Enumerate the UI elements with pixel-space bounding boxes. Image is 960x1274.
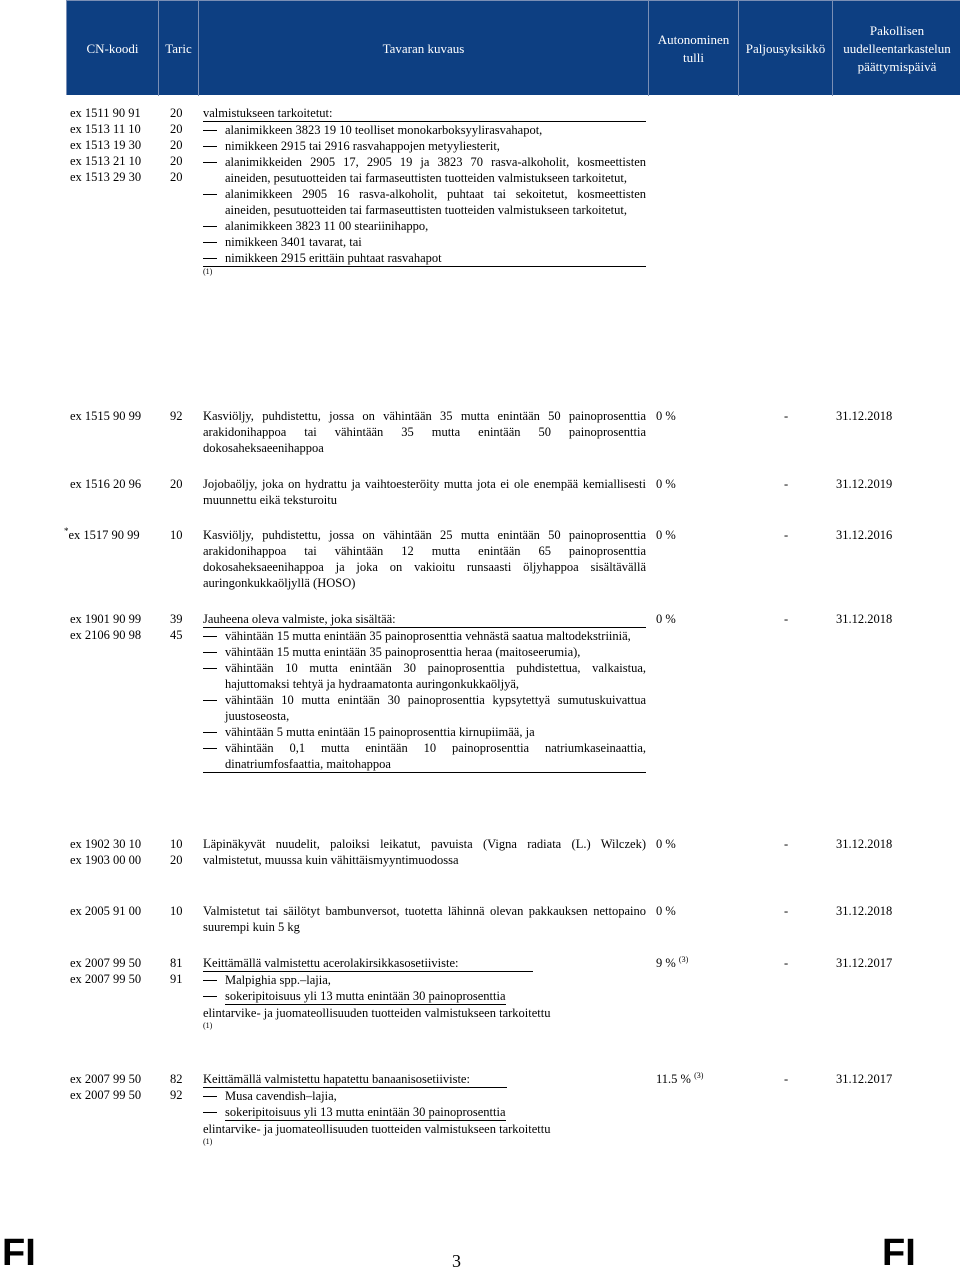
description-item: nimikkeen 2915 erittäin puhtaat rasvahapot (225, 251, 442, 265)
description-item: Malpighia spp.–lajia, (225, 973, 331, 987)
volume-unit: - (784, 477, 789, 491)
header-volume-unit: Paljousyksikkö (739, 1, 833, 96)
dash-icon (203, 1112, 217, 1113)
cn-code: ex 1903 00 00 (70, 853, 142, 867)
footnote-marker: (3) (678, 954, 689, 964)
volume-unit: - (784, 528, 789, 542)
duty-rate-cell (656, 1071, 746, 1087)
volume-unit: - (784, 1072, 789, 1086)
volume-unit: - (784, 956, 789, 970)
header-review-date: Pakollisen uudelleentarkastelun päättymispäivä (843, 22, 951, 74)
duty-rate: 0 % (656, 528, 676, 542)
taric-code: 20 (170, 106, 183, 120)
goods-description: Kasviöljy, puhdistettu, jossa on vähintään 35 mutta enintään 50 painoprosenttia arakidonihappoa tai vähintään 35 mutta enintään 50 painoprosenttia dokosaheksaeenihappoa (203, 409, 646, 455)
duty-rate: 11.5 % (656, 1072, 691, 1086)
cn-codes (70, 105, 160, 185)
description-item: vähintään 10 mutta enintään 30 painoprosenttia kypsytettyä sumutuskuivattua juustoseosta, (225, 693, 646, 723)
goods-description: Kasviöljy, puhdistettu, jossa on vähintään 25 mutta enintään 50 painoprosenttia arakidonihappoa tai vähintään 12 mutta enintään 65 painoprosenttia dokosaheksaeenihappoa ja joka on vakioitu runsaasti öljyhappoa sisältävällä auringonkukkaöljyllä (HOSO) (203, 528, 646, 590)
cn-codes (70, 1071, 160, 1103)
cn-code: ex 2106 90 98 (70, 628, 142, 642)
taric-codes (170, 1071, 195, 1103)
cn-code: ex 1513 21 10 (70, 154, 142, 168)
description-item: alanimikkeiden 2905 17, 2905 19 ja 3823 70 rasva-alkoholit, kosmeettisten aineiden, pesutuotteiden tai farmaseuttisten tuotteiden valmistukseen tarkoitetut, (225, 155, 646, 185)
goods-description (203, 105, 646, 277)
taric-code: 20 (170, 154, 183, 168)
description-item: vähintään 15 mutta enintään 35 painoprosenttia vehnästä saatua maltodekstriiniä, (225, 629, 631, 643)
amendment-star: * (64, 525, 69, 536)
description-item: vähintään 0,1 mutta enintään 10 painoprosenttia natriumkaseinaattia, dinatriumfosfaattia, maitohappoa (225, 741, 646, 771)
footnote-marker: (3) (694, 1070, 704, 1080)
review-date: 31.12.2018 (836, 612, 893, 626)
cn-code: ex 2007 99 50 (70, 1088, 142, 1102)
footnote-marker: (1) (203, 1021, 213, 1030)
taric-code: 10 (170, 904, 183, 918)
cn-code: ex 2007 99 50 (70, 1072, 142, 1086)
review-date: 31.12.2018 (836, 904, 893, 918)
description-intro: Keittämällä valmistettu hapatettu banaanisosetiiviste: (203, 1071, 507, 1088)
description-item: Musa cavendish–lajia, (225, 1089, 337, 1103)
taric-code: 92 (170, 1088, 183, 1102)
taric-code: 20 (170, 170, 183, 184)
taric-code: 10 (170, 837, 183, 851)
goods-description (203, 611, 646, 773)
taric-code: 82 (170, 1072, 183, 1086)
dash-icon (203, 130, 217, 131)
header-description: Tavaran kuvaus (199, 1, 649, 96)
cn-code: ex 1515 90 99 (70, 409, 142, 423)
dash-icon (203, 636, 217, 637)
cn-code: ex 1517 90 99 (68, 528, 140, 542)
description-intro: Jauheena oleva valmiste, joka sisältää: (203, 611, 646, 628)
cn-code: ex 1513 11 10 (70, 122, 141, 136)
cn-code: ex 1901 90 99 (70, 612, 142, 626)
description-item: sokeripitoisuus yli 13 mutta enintään 30 painoprosenttia (225, 989, 506, 1003)
description-item: vähintään 15 mutta enintään 35 painoprosenttia heraa (maitoseerumia), (225, 645, 581, 659)
dash-icon (203, 668, 217, 669)
dash-icon (203, 194, 217, 195)
taric-code: 20 (170, 477, 183, 491)
duty-rate: 0 % (656, 837, 676, 851)
description-outro: elintarvike- ja juomateollisuuden tuotteiden valmistukseen tarkoitettu (203, 1006, 551, 1020)
cn-code: ex 1511 90 91 (70, 106, 141, 120)
cn-code-cell (64, 527, 164, 543)
description-item: alanimikkeen 3823 11 00 steariinihappo, (225, 219, 429, 233)
taric-code: 45 (170, 628, 183, 642)
review-date: 31.12.2016 (836, 528, 893, 542)
cn-code: ex 1902 30 10 (70, 837, 142, 851)
duty-rate: 9 % (656, 956, 676, 970)
description-item: vähintään 5 mutta enintään 15 painoprosenttia kirnupiimää, ja (225, 725, 535, 739)
review-date: 31.12.2018 (836, 837, 893, 851)
duty-rate-cell (656, 955, 746, 971)
footer-lang-left: FI (2, 1232, 36, 1274)
cn-code: ex 1513 29 30 (70, 170, 142, 184)
taric-codes (170, 836, 195, 868)
cn-codes (70, 955, 160, 987)
dash-icon (203, 652, 217, 653)
goods-description: Läpinäkyvät nuudelit, paloiksi leikatut, pavuista (Vigna radiata (L.) Wilczek) valmistetut, muussa kuin vähittäismyyntimuodossa (203, 837, 646, 867)
volume-unit: - (784, 904, 789, 918)
header-autonomous-duty: Autonominen tulli (649, 1, 739, 96)
footnote-marker: (1) (203, 267, 213, 276)
description-item: alanimikkeen 2905 16 rasva-alkoholit, puhtaat tai sekoitetut, kosmeettisten aineiden, pesutuotteiden tai farmaseuttisten tuotteiden valmistukseen tarkoitetut, (225, 187, 646, 217)
description-item: nimikkeen 3401 tavarat, tai (225, 235, 362, 249)
dash-icon (203, 226, 217, 227)
description-item: vähintään 10 mutta enintään 30 painoprosenttia puhdistettua, valkaistua, hajuttomaksi tehtyä ja hydraamatonta auringonkukkaöljyä, (225, 661, 646, 691)
description-item: sokeripitoisuus yli 13 mutta enintään 30 painoprosenttia (225, 1105, 506, 1119)
taric-code: 20 (170, 122, 183, 136)
taric-code: 39 (170, 612, 183, 626)
dash-icon (203, 700, 217, 701)
review-date: 31.12.2017 (836, 956, 893, 970)
dash-icon (203, 162, 217, 163)
taric-codes (170, 105, 195, 185)
dash-icon (203, 980, 217, 981)
description-intro: Keittämällä valmistettu acerolakirsikkasosetiiviste: (203, 955, 533, 972)
duty-rate: 0 % (656, 477, 676, 491)
footnote-marker: (1) (203, 1137, 213, 1146)
review-date: 31.12.2017 (836, 1072, 893, 1086)
taric-code: 20 (170, 138, 183, 152)
taric-code: 81 (170, 956, 183, 970)
volume-unit: - (784, 837, 789, 851)
dash-icon (203, 996, 217, 997)
header-taric: Taric (159, 1, 199, 96)
cn-code: ex 2005 91 00 (70, 904, 142, 918)
cn-code: ex 2007 99 50 (70, 956, 142, 970)
goods-description: Valmistetut tai säilötyt bambunversot, tuotetta lähinnä olevan pakkauksen nettopaino suurempi kuin 5 kg (203, 904, 646, 934)
page-number: 3 (452, 1251, 461, 1271)
taric-codes (170, 955, 195, 987)
taric-code: 91 (170, 972, 183, 986)
duty-rate: 0 % (656, 612, 676, 626)
cn-codes (70, 836, 160, 868)
taric-code: 92 (170, 409, 183, 423)
goods-description (203, 955, 646, 1031)
description-item: nimikkeen 2915 tai 2916 rasvahappojen metyyliesterit, (225, 139, 500, 153)
description-outro: elintarvike- ja juomateollisuuden tuotteiden valmistukseen tarkoitettu (203, 1122, 551, 1136)
description-intro: valmistukseen tarkoitetut: (203, 105, 646, 122)
description-item: alanimikkeen 3823 19 10 teolliset monokarboksyylirasvahapot, (225, 123, 543, 137)
goods-description: Jojobaöljy, joka on hydrattu ja vaihtoesteröity mutta jota ei ole enempää kemiallisesti muunnettu eikä teksturoitu (203, 477, 646, 507)
taric-code: 10 (170, 528, 183, 542)
header-cn-code: CN-koodi (67, 1, 159, 96)
duty-rate: 0 % (656, 904, 676, 918)
dash-icon (203, 1096, 217, 1097)
taric-codes (170, 611, 195, 643)
footer-lang-right: FI (882, 1232, 916, 1274)
review-date: 31.12.2018 (836, 409, 893, 423)
cn-codes (70, 611, 160, 643)
volume-unit: - (784, 409, 789, 423)
cn-code: ex 2007 99 50 (70, 972, 142, 986)
dash-icon (203, 732, 217, 733)
dash-icon (203, 242, 217, 243)
dash-icon (203, 146, 217, 147)
review-date: 31.12.2019 (836, 477, 893, 491)
dash-icon (203, 258, 217, 259)
cn-code: ex 1516 20 96 (70, 477, 142, 491)
duty-rate: 0 % (656, 409, 676, 423)
volume-unit: - (784, 612, 789, 626)
goods-description (203, 1071, 646, 1147)
taric-code: 20 (170, 853, 183, 867)
dash-icon (203, 748, 217, 749)
cn-code: ex 1513 19 30 (70, 138, 142, 152)
